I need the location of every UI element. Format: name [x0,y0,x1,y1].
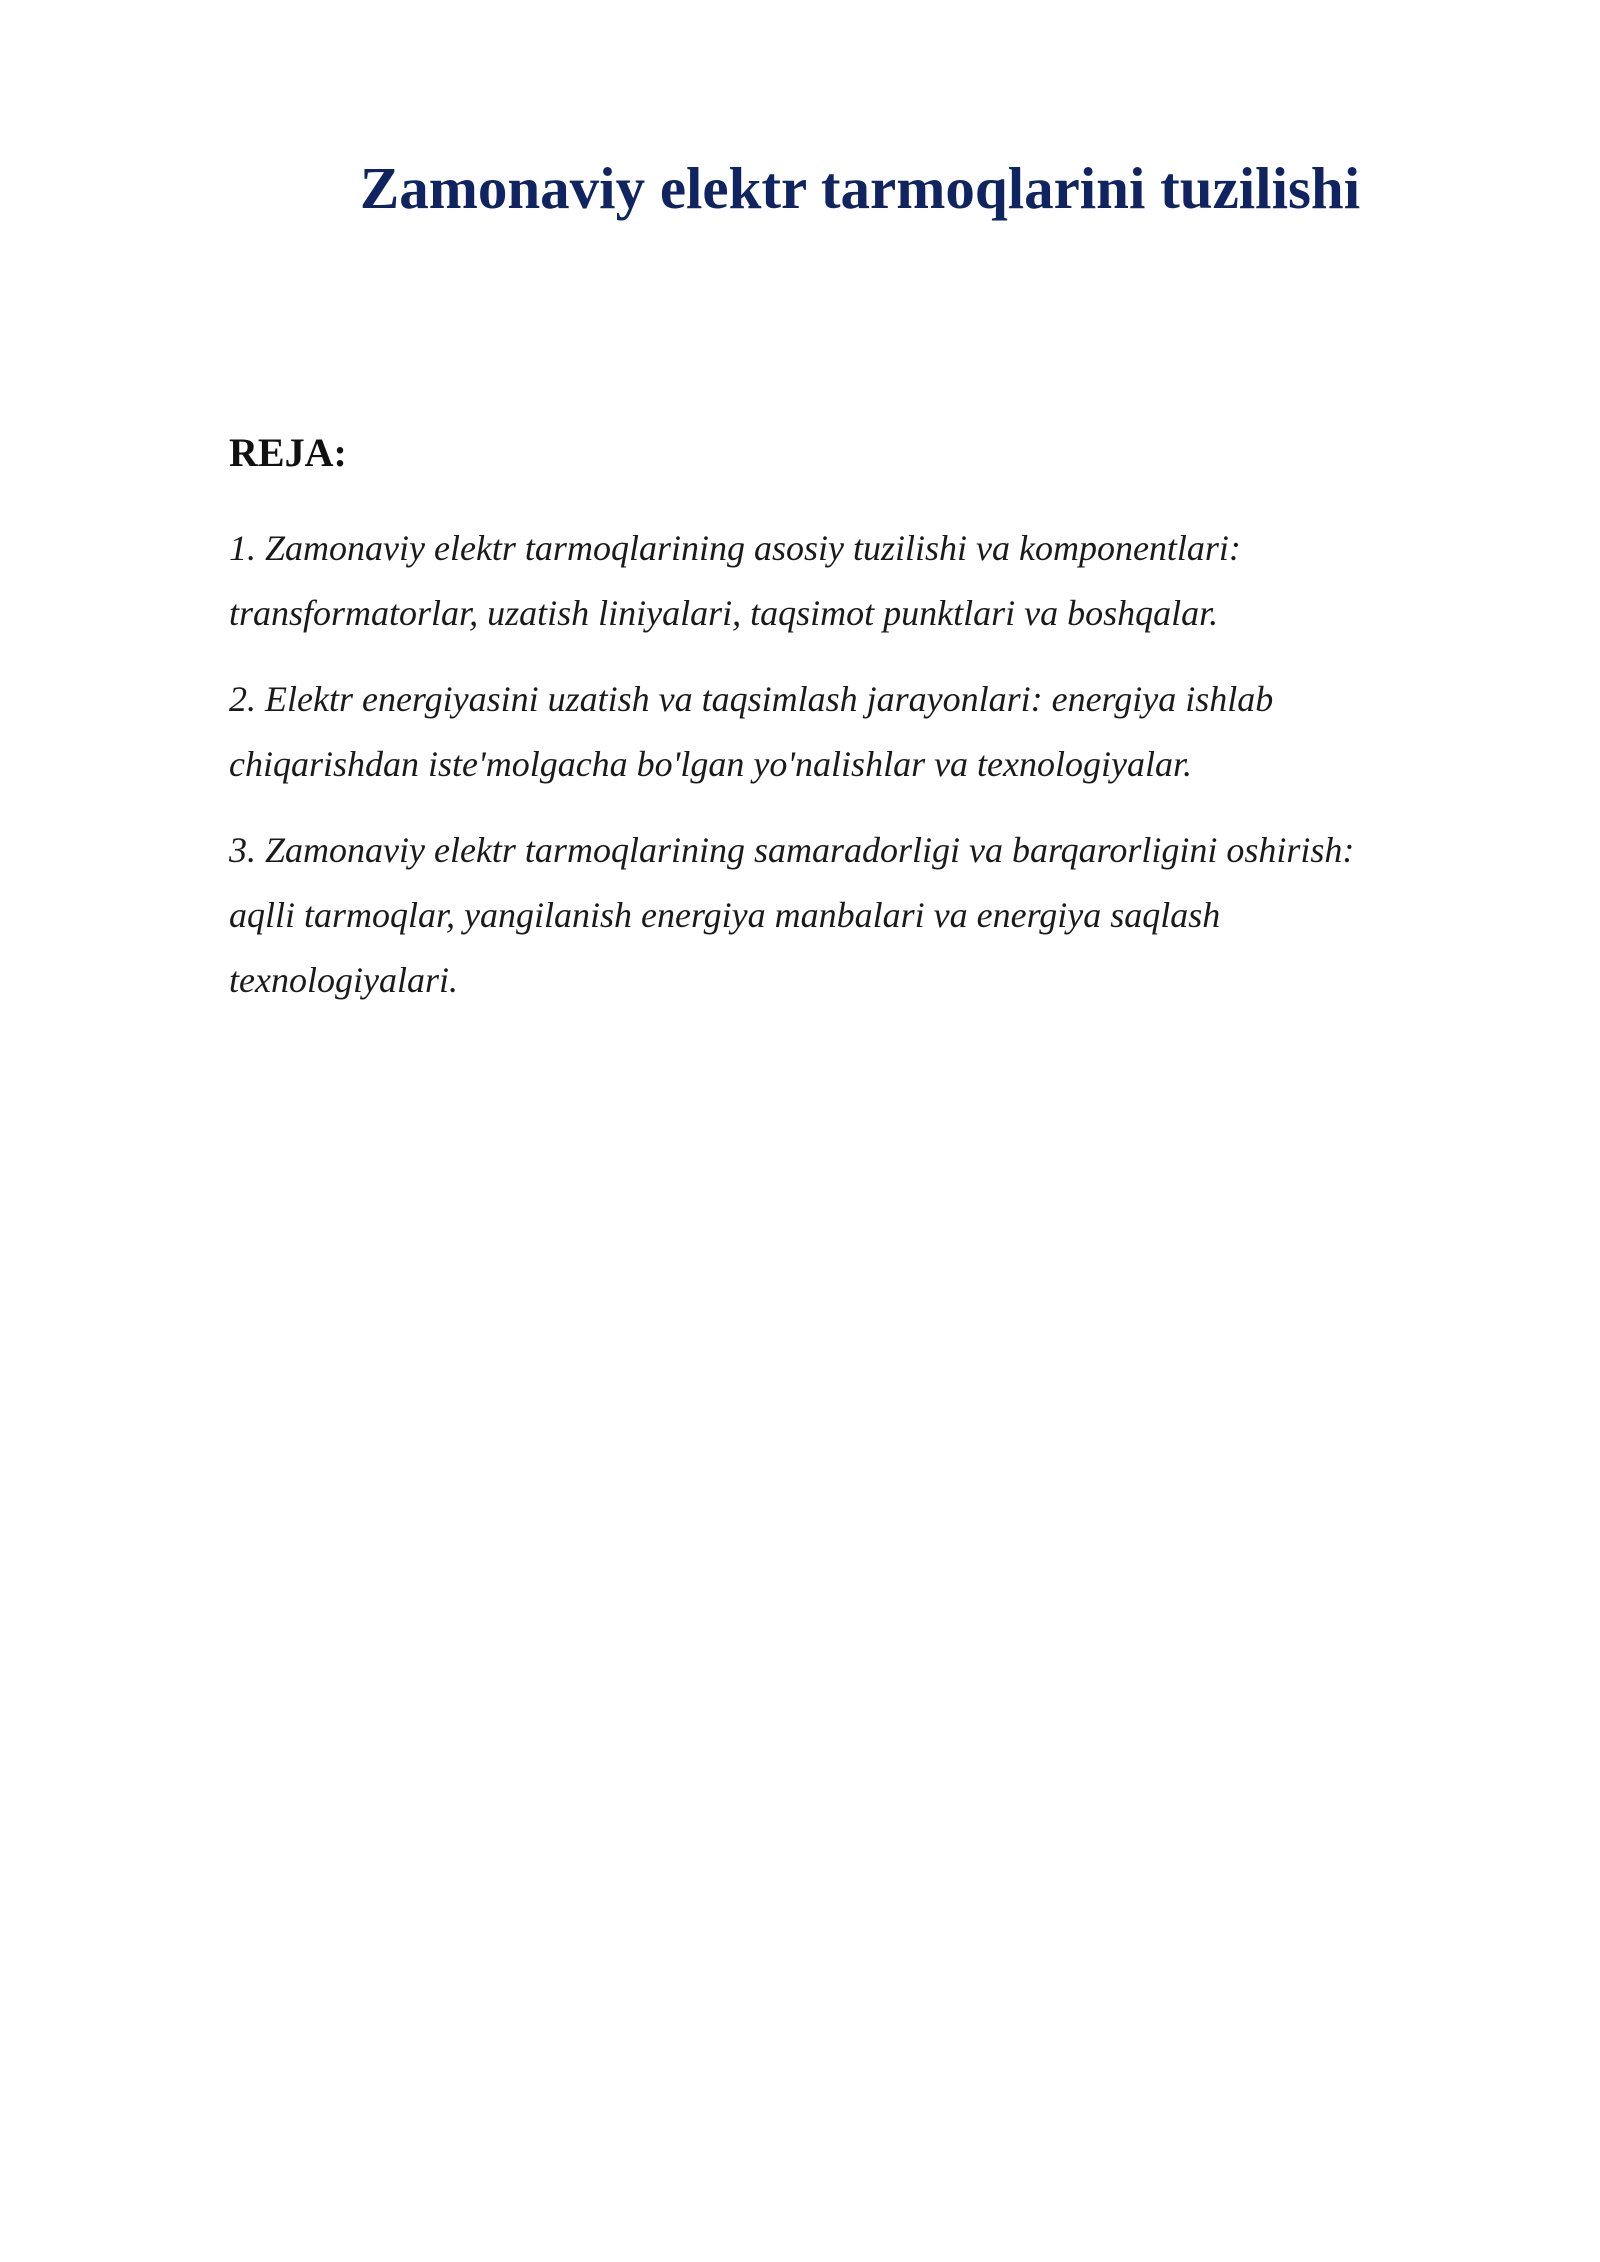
plan-list [229,516,1429,1034]
plan-item-2 [229,667,1429,797]
document-title: Zamonaviy elektr tarmoqlarini tuzilishi [359,155,1361,221]
plan-item-1 [229,516,1429,646]
plan-item-1-line-1: 1. Zamonaviy elektr tarmoqlarining asosiy tuzilishi va komponentlari: [229,528,1241,568]
plan-item-2-line-1: 2. Elektr energiyasini uzatish va taqsimlash jarayonlari: energiya ishlab [229,679,1274,719]
plan-item-1-line-2: transformatorlar, uzatish liniyalari, taqsimot punktlari va boshqalar. [229,593,1219,633]
plan-item-3-line-1: 3. Zamonaviy elektr tarmoqlarining samaradorligi va barqarorligini oshirish: [229,830,1355,870]
plan-heading: REJA: [229,430,347,475]
plan-item-2-line-2: chiqarishdan iste'molgacha bo'lgan yo'nalishlar va texnologiyalar. [229,744,1193,784]
plan-item-3-line-2: aqlli tarmoqlar, yangilanish energiya manbalari va energiya saqlash [229,895,1221,935]
plan-item-3-line-3: texnologiyalari. [229,960,458,1000]
plan-item-3 [229,818,1429,1013]
